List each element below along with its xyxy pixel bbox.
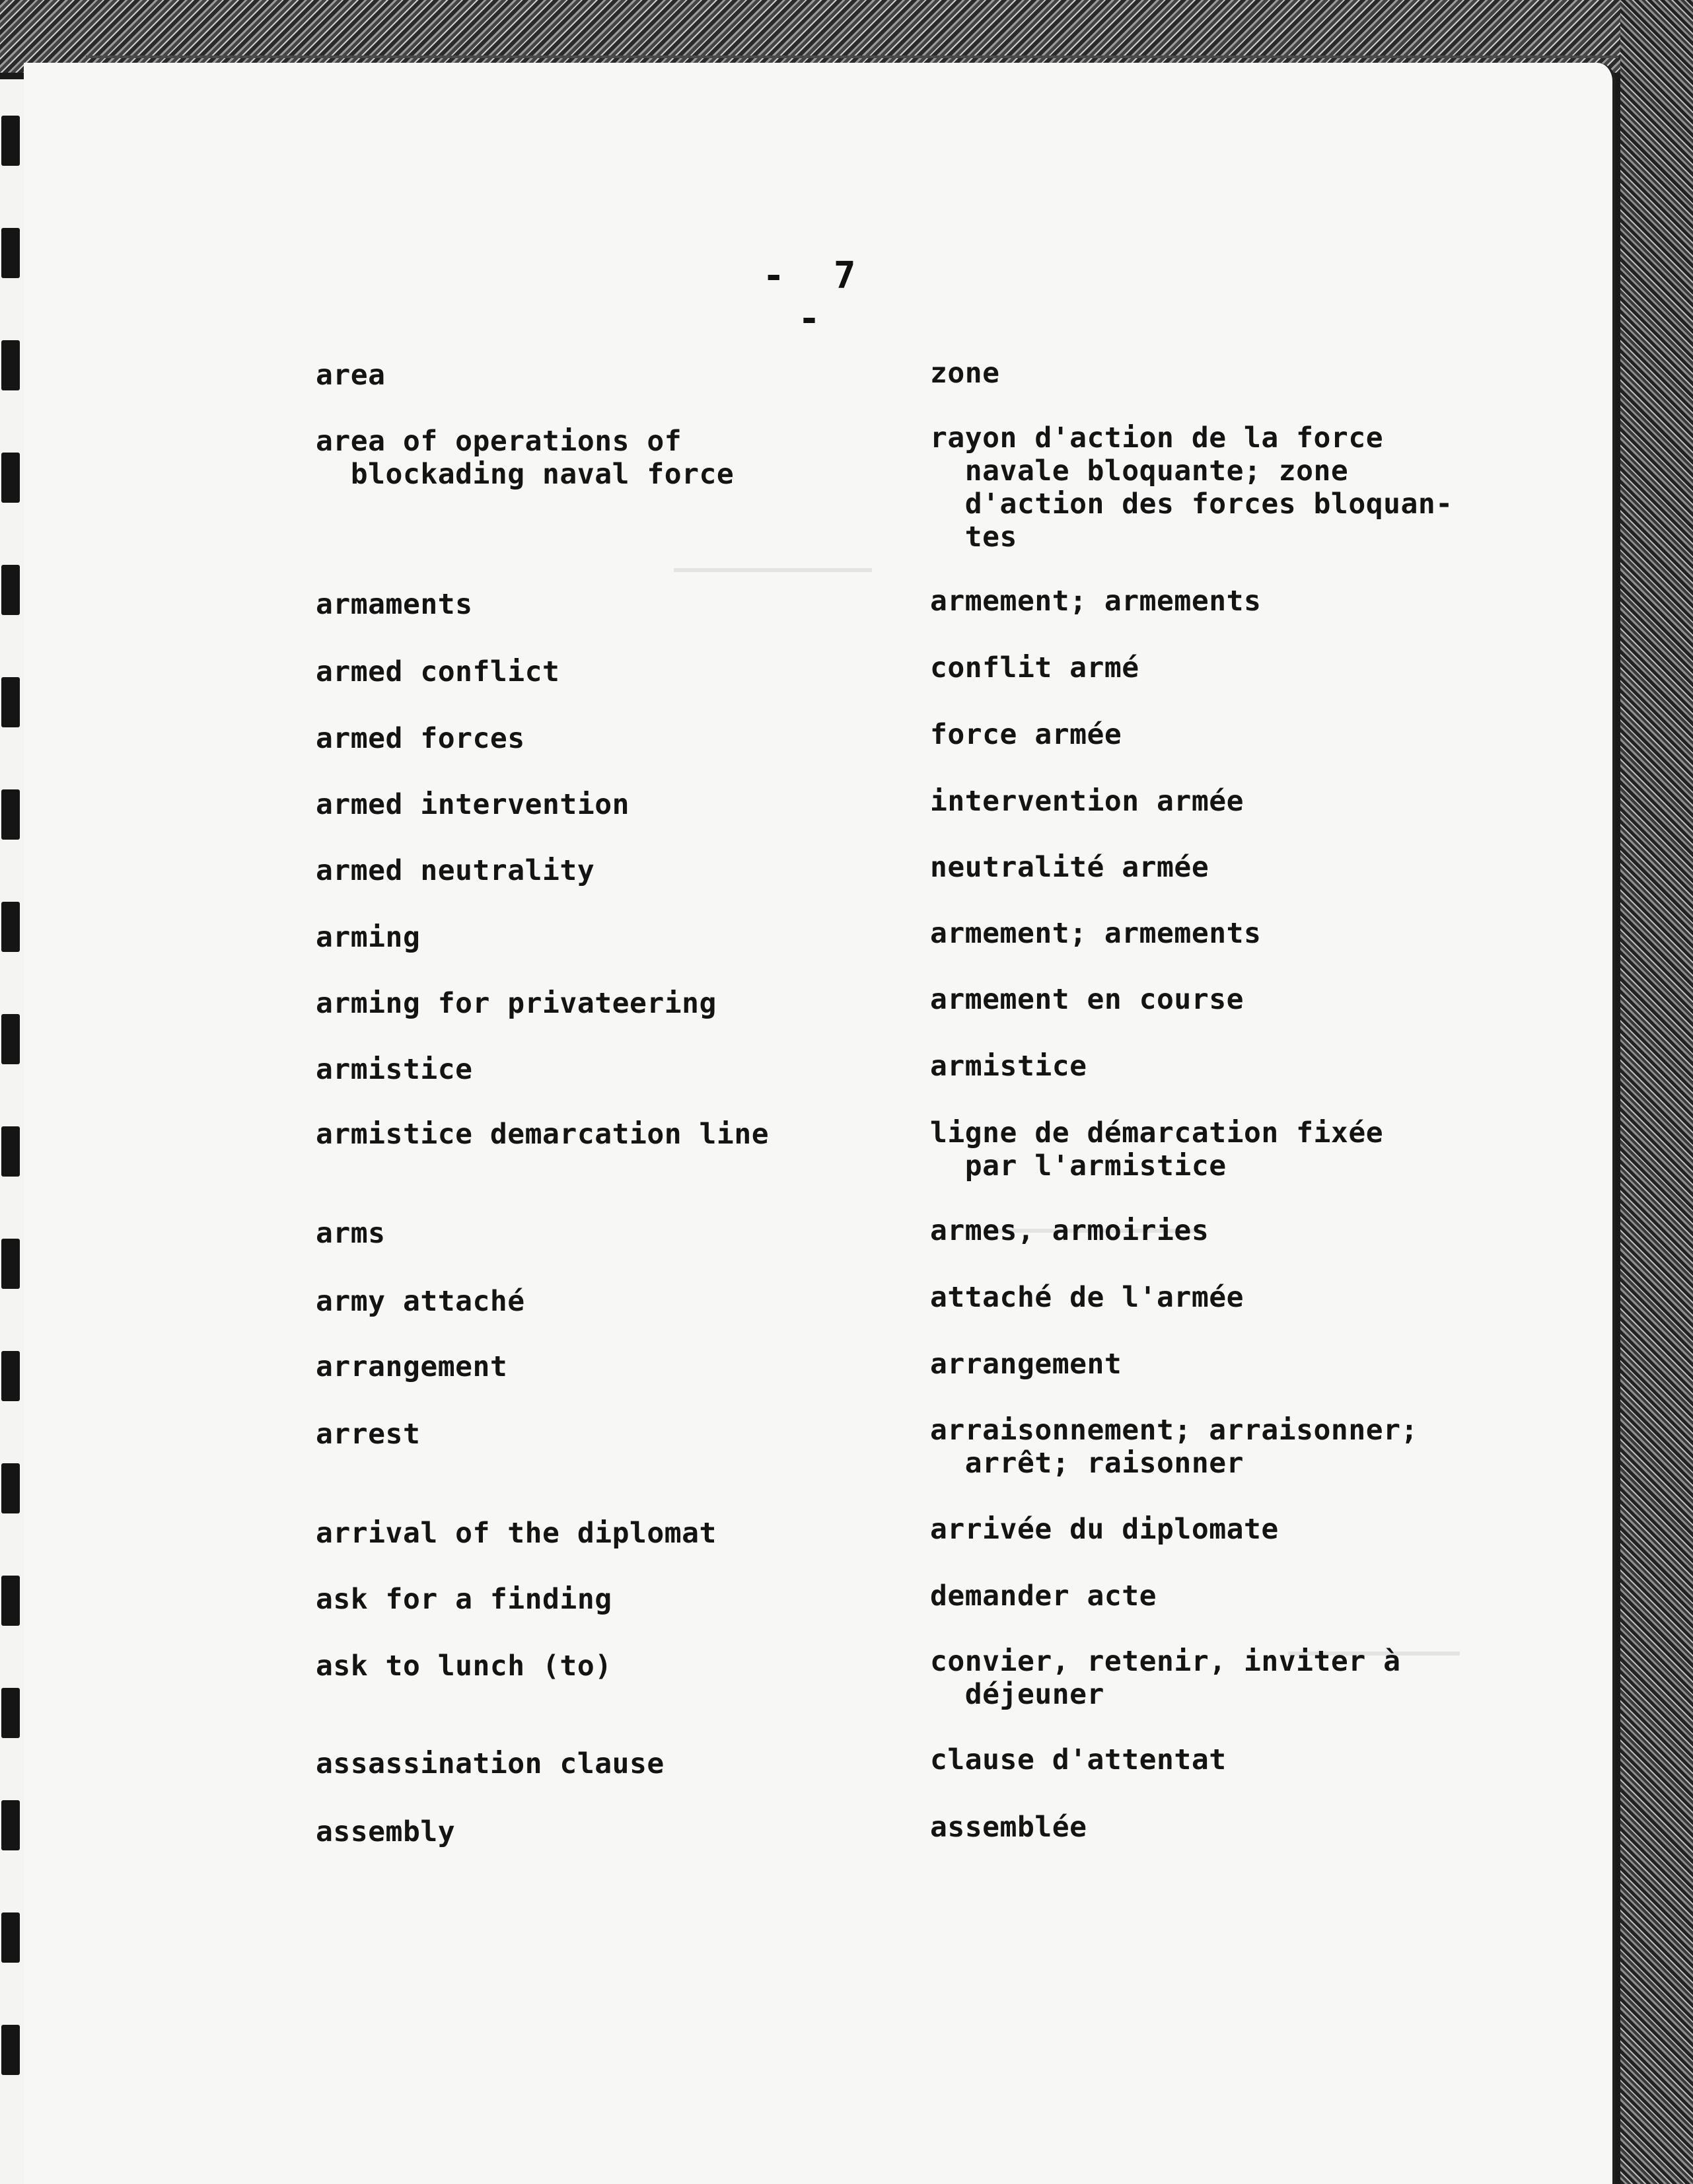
binding-ring <box>1 453 20 503</box>
binding-ring <box>1 1463 20 1513</box>
page-number: - 7 - <box>762 254 869 340</box>
term-french: armistice <box>930 1050 1087 1083</box>
term-french: clause d'attentat <box>930 1743 1227 1776</box>
term-english: armistice <box>316 1053 473 1086</box>
term-english: assembly <box>316 1815 456 1848</box>
term-french: attaché de l'armée <box>930 1281 1244 1314</box>
binding-ring <box>1 902 20 952</box>
term-french: arrivée du diplomate <box>930 1513 1279 1546</box>
scanner-background-right <box>1620 0 1693 2184</box>
binding-ring <box>1 340 20 390</box>
binding-ring <box>1 1912 20 1963</box>
binding-ring <box>1 565 20 615</box>
term-english: arrangement <box>316 1350 508 1383</box>
term-french: zone <box>930 357 1000 390</box>
term-english: arrest <box>316 1418 421 1451</box>
term-french: arraisonnement; arraisonner; arrêt; raisonner <box>930 1414 1418 1480</box>
term-french: neutralité armée <box>930 851 1209 884</box>
term-english: armed conflict <box>316 655 560 688</box>
term-english: area <box>316 359 386 392</box>
binding-ring <box>1 1576 20 1626</box>
paper-edge <box>86 55 1618 58</box>
binding-ring <box>1 1351 20 1401</box>
term-french: armement; armements <box>930 917 1262 950</box>
binding-ring <box>1 677 20 727</box>
term-french: convier, retenir, inviter à déjeuner <box>930 1645 1401 1711</box>
term-french: force armée <box>930 718 1122 751</box>
term-english: army attaché <box>316 1285 525 1318</box>
term-english: armaments <box>316 588 473 621</box>
term-french: rayon d'action de la force navale bloquante; zone d'action des forces bloquan- tes <box>930 421 1453 554</box>
term-french: armement; armements <box>930 585 1262 618</box>
term-french: intervention armée <box>930 785 1244 818</box>
scanner-background-top <box>0 0 1693 73</box>
binding-ring <box>1 1688 20 1738</box>
binding-ring <box>1 116 20 166</box>
binding-ring <box>1 789 20 840</box>
term-english: armistice demarcation line <box>316 1118 770 1151</box>
binding-ring <box>1 1800 20 1850</box>
spiral-binding <box>0 79 24 2184</box>
term-english: ask for a finding <box>316 1583 612 1616</box>
term-french: arrangement <box>930 1348 1122 1381</box>
binding-ring <box>1 1014 20 1064</box>
term-english: arrival of the diplomat <box>316 1517 717 1550</box>
term-english: ask to lunch (to) <box>316 1650 612 1683</box>
bleed-mark <box>674 568 872 572</box>
binding-ring <box>1 2025 20 2075</box>
term-french: assemblée <box>930 1811 1087 1844</box>
term-english: arming <box>316 921 421 954</box>
term-english: assassination clause <box>316 1747 665 1780</box>
term-french: armes, armoiries <box>930 1214 1209 1247</box>
term-english: armed neutrality <box>316 854 595 887</box>
term-english: arms <box>316 1217 386 1250</box>
binding-ring <box>1 1126 20 1177</box>
term-english: armed forces <box>316 722 525 755</box>
term-french: demander acte <box>930 1580 1157 1613</box>
term-french: ligne de démarcation fixée par l'armistice <box>930 1116 1384 1183</box>
binding-ring <box>1 228 20 278</box>
term-french: conflit armé <box>930 651 1139 684</box>
term-english: area of operations of blockading naval force <box>316 425 735 491</box>
term-english: arming for privateering <box>316 987 717 1020</box>
term-french: armement en course <box>930 983 1244 1016</box>
binding-ring <box>1 1239 20 1289</box>
term-english: armed intervention <box>316 788 630 821</box>
